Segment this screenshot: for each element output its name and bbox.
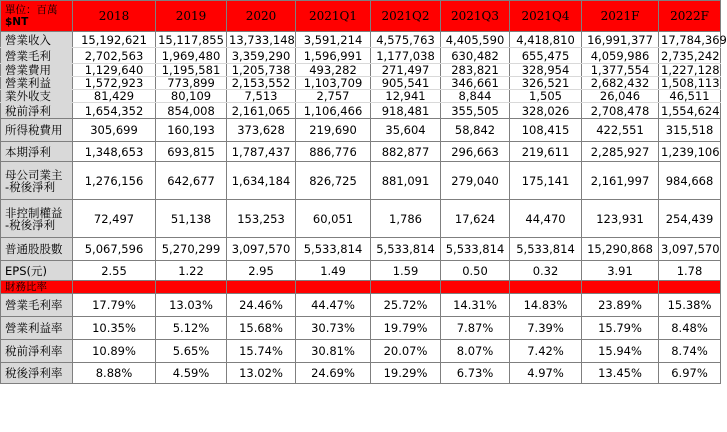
value-cell: 12,941 — [371, 90, 441, 103]
table-row — [1, 200, 721, 238]
value-cell: 5,533,814 — [510, 238, 582, 261]
value-cell: 1,239,106 — [659, 142, 721, 162]
value-cell: 1,276,156 — [73, 162, 156, 200]
value-cell: 24.46% — [227, 294, 296, 317]
value-cell: 8.07% — [441, 340, 510, 363]
value-cell: 15.68% — [227, 317, 296, 340]
row-label-text: 非控制權益 — [5, 205, 63, 220]
row-label — [1, 200, 73, 238]
value-cell: 15,117,855 — [156, 32, 227, 48]
value-cell: 153,253 — [227, 200, 296, 238]
value-cell: 773,899 — [156, 77, 227, 90]
value-cell: 24.69% — [296, 363, 371, 384]
value-cell: 6.73% — [441, 363, 510, 384]
header-row — [1, 1, 721, 32]
value-cell: 305,699 — [73, 119, 156, 142]
value-cell: 1,654,352 — [73, 103, 156, 119]
value-cell: 2,161,065 — [227, 103, 296, 119]
value-cell: 8.48% — [659, 317, 721, 340]
value-cell: 1,505 — [510, 90, 582, 103]
value-cell: 0.50 — [441, 261, 510, 281]
row-label-text: 營業毛利率 — [5, 298, 63, 312]
value-cell: 1.49 — [296, 261, 371, 281]
ratio-section-row — [1, 281, 721, 294]
section-filler — [156, 281, 227, 294]
value-cell: 2,735,242 — [659, 48, 721, 64]
value-cell: 7.87% — [441, 317, 510, 340]
value-cell: 19.29% — [371, 363, 441, 384]
value-cell: 854,008 — [156, 103, 227, 119]
table-row — [1, 90, 721, 103]
row-label-text: 稅前淨利 — [5, 103, 51, 118]
value-cell: 8,844 — [441, 90, 510, 103]
period-header: 2018 — [73, 1, 156, 32]
value-cell: 219,690 — [296, 119, 371, 142]
value-cell: 328,954 — [510, 64, 582, 77]
value-cell: 108,415 — [510, 119, 582, 142]
row-label-text: 普通股股數 — [5, 242, 63, 256]
value-cell: 2,682,432 — [582, 77, 659, 90]
value-cell: 1,572,923 — [73, 77, 156, 90]
value-cell: 46,511 — [659, 90, 721, 103]
table-row — [1, 162, 721, 200]
period-header: 2021Q2 — [371, 1, 441, 32]
value-cell: 219,611 — [510, 142, 582, 162]
value-cell: 8.88% — [73, 363, 156, 384]
value-cell: 2,708,478 — [582, 103, 659, 119]
table-row — [1, 238, 721, 261]
value-cell: 5.65% — [156, 340, 227, 363]
table-row — [1, 261, 721, 281]
row-label — [1, 142, 73, 162]
period-header: 2021Q1 — [296, 1, 371, 32]
value-cell: 15,192,621 — [73, 32, 156, 48]
value-cell: 283,821 — [441, 64, 510, 77]
value-cell: 14.31% — [441, 294, 510, 317]
value-cell: 1,205,738 — [227, 64, 296, 77]
ratio-section-title: 財務比率 — [1, 281, 73, 294]
value-cell: 14.83% — [510, 294, 582, 317]
value-cell: 1,787,437 — [227, 142, 296, 162]
period-header: 2021Q4 — [510, 1, 582, 32]
table-row — [1, 142, 721, 162]
row-label-text: 業外收支 — [5, 89, 51, 103]
section-filler — [296, 281, 371, 294]
row-label — [1, 32, 73, 48]
row-label-text: 本期淨利 — [5, 144, 51, 159]
value-cell: 15.38% — [659, 294, 721, 317]
value-cell: 5.12% — [156, 317, 227, 340]
section-filler — [227, 281, 296, 294]
value-cell: 254,439 — [659, 200, 721, 238]
value-cell: 642,677 — [156, 162, 227, 200]
value-cell: 826,725 — [296, 162, 371, 200]
value-cell: 2,153,552 — [227, 77, 296, 90]
value-cell: 44.47% — [296, 294, 371, 317]
row-label-text: 母公司業主 — [5, 167, 63, 182]
row-label — [1, 103, 73, 119]
value-cell: 1,596,991 — [296, 48, 371, 64]
value-cell: 7,513 — [227, 90, 296, 103]
value-cell: 1,554,624 — [659, 103, 721, 119]
value-cell: 16,991,377 — [582, 32, 659, 48]
value-cell: 51,138 — [156, 200, 227, 238]
value-cell: 13.03% — [156, 294, 227, 317]
value-cell: 881,091 — [371, 162, 441, 200]
table-row — [1, 77, 721, 90]
value-cell: 8.74% — [659, 340, 721, 363]
value-cell: 693,815 — [156, 142, 227, 162]
value-cell: 1,106,466 — [296, 103, 371, 119]
value-cell: 5,533,814 — [296, 238, 371, 261]
value-cell: 4,405,590 — [441, 32, 510, 48]
table-row — [1, 48, 721, 64]
row-label — [1, 261, 73, 281]
value-cell: 346,661 — [441, 77, 510, 90]
value-cell: 355,505 — [441, 103, 510, 119]
value-cell: 175,141 — [510, 162, 582, 200]
value-cell: 7.42% — [510, 340, 582, 363]
value-cell: 2,757 — [296, 90, 371, 103]
value-cell: 315,518 — [659, 119, 721, 142]
value-cell: 1,508,113 — [659, 77, 721, 90]
value-cell: 326,521 — [510, 77, 582, 90]
row-label — [1, 317, 73, 340]
value-cell: 1,634,184 — [227, 162, 296, 200]
row-label-text: 營業收入 — [5, 32, 51, 47]
value-cell: 60,051 — [296, 200, 371, 238]
currency-label: $NT — [5, 16, 29, 28]
value-cell: 6.97% — [659, 363, 721, 384]
value-cell: 630,482 — [441, 48, 510, 64]
value-cell: 1,195,581 — [156, 64, 227, 77]
table-row — [1, 64, 721, 77]
value-cell: 3,591,214 — [296, 32, 371, 48]
value-cell: 160,193 — [156, 119, 227, 142]
period-header: 2019 — [156, 1, 227, 32]
row-label-text: EPS(元) — [5, 263, 47, 278]
value-cell: 918,481 — [371, 103, 441, 119]
row-label — [1, 119, 73, 142]
table-row — [1, 363, 721, 384]
section-filler — [441, 281, 510, 294]
row-label-text: 營業費用 — [5, 63, 51, 77]
value-cell: 296,663 — [441, 142, 510, 162]
row-label-text: 所得稅費用 — [5, 123, 63, 137]
section-filler — [73, 281, 156, 294]
value-cell: 1.59 — [371, 261, 441, 281]
value-cell: 655,475 — [510, 48, 582, 64]
value-cell: 13.02% — [227, 363, 296, 384]
value-cell: 5,533,814 — [371, 238, 441, 261]
value-cell: 1,786 — [371, 200, 441, 238]
value-cell: 2.95 — [227, 261, 296, 281]
row-label-text: 營業毛利 — [5, 48, 51, 63]
value-cell: 19.79% — [371, 317, 441, 340]
row-label — [1, 294, 73, 317]
value-cell: 1,177,038 — [371, 48, 441, 64]
value-cell: 1,227,128 — [659, 64, 721, 77]
row-label-text: 營業利益率 — [5, 321, 63, 335]
row-label-text: 營業利益 — [5, 76, 51, 90]
value-cell: 886,776 — [296, 142, 371, 162]
section-filler — [582, 281, 659, 294]
value-cell: 373,628 — [227, 119, 296, 142]
value-cell: 15,290,868 — [582, 238, 659, 261]
value-cell: 20.07% — [371, 340, 441, 363]
value-cell: 1,129,640 — [73, 64, 156, 77]
value-cell: 1.22 — [156, 261, 227, 281]
value-cell: 328,026 — [510, 103, 582, 119]
value-cell: 1.78 — [659, 261, 721, 281]
value-cell: 13,733,148 — [227, 32, 296, 48]
unit-label: 單位：百萬 — [5, 4, 58, 16]
value-cell: 15.79% — [582, 317, 659, 340]
table-row — [1, 340, 721, 363]
section-filler — [510, 281, 582, 294]
value-cell: 422,551 — [582, 119, 659, 142]
value-cell: 17,624 — [441, 200, 510, 238]
value-cell: 5,270,299 — [156, 238, 227, 261]
table-row — [1, 32, 721, 48]
value-cell: 2,161,997 — [582, 162, 659, 200]
value-cell: 2.55 — [73, 261, 156, 281]
value-cell: 30.81% — [296, 340, 371, 363]
value-cell: 123,931 — [582, 200, 659, 238]
row-label — [1, 77, 73, 90]
value-cell: 0.32 — [510, 261, 582, 281]
unit-cell — [1, 1, 73, 32]
table-row — [1, 119, 721, 142]
row-label — [1, 238, 73, 261]
table-row — [1, 317, 721, 340]
value-cell: 4.59% — [156, 363, 227, 384]
value-cell: 4,059,986 — [582, 48, 659, 64]
period-header: 2022F — [659, 1, 721, 32]
value-cell: 15.94% — [582, 340, 659, 363]
period-header: 2021Q3 — [441, 1, 510, 32]
row-label-text: -稅後淨利 — [5, 217, 56, 232]
value-cell: 2,702,563 — [73, 48, 156, 64]
period-header: 2021F — [582, 1, 659, 32]
value-cell: 4.97% — [510, 363, 582, 384]
row-label-text: -稅後淨利 — [5, 179, 56, 194]
row-label — [1, 340, 73, 363]
value-cell: 23.89% — [582, 294, 659, 317]
value-cell: 5,533,814 — [441, 238, 510, 261]
value-cell: 30.73% — [296, 317, 371, 340]
value-cell: 13.45% — [582, 363, 659, 384]
row-label-text: 稅前淨利率 — [5, 344, 63, 358]
section-filler — [371, 281, 441, 294]
value-cell: 25.72% — [371, 294, 441, 317]
value-cell: 35,604 — [371, 119, 441, 142]
row-label — [1, 363, 73, 384]
value-cell: 4,418,810 — [510, 32, 582, 48]
value-cell: 271,497 — [371, 64, 441, 77]
value-cell: 80,109 — [156, 90, 227, 103]
value-cell: 10.35% — [73, 317, 156, 340]
value-cell: 4,575,763 — [371, 32, 441, 48]
value-cell: 72,497 — [73, 200, 156, 238]
value-cell: 1,348,653 — [73, 142, 156, 162]
value-cell: 10.89% — [73, 340, 156, 363]
value-cell: 3,097,570 — [227, 238, 296, 261]
value-cell: 3,359,290 — [227, 48, 296, 64]
value-cell: 3.91 — [582, 261, 659, 281]
table-row — [1, 294, 721, 317]
value-cell: 15.74% — [227, 340, 296, 363]
table-body — [1, 1, 727, 384]
value-cell: 2,285,927 — [582, 142, 659, 162]
section-filler — [659, 281, 721, 294]
value-cell: 81,429 — [73, 90, 156, 103]
value-cell: 493,282 — [296, 64, 371, 77]
value-cell: 3,097,570 — [659, 238, 721, 261]
value-cell: 984,668 — [659, 162, 721, 200]
value-cell: 1,377,554 — [582, 64, 659, 77]
row-label — [1, 162, 73, 200]
value-cell: 17.79% — [73, 294, 156, 317]
value-cell: 905,541 — [371, 77, 441, 90]
value-cell: 5,067,596 — [73, 238, 156, 261]
value-cell: 1,969,480 — [156, 48, 227, 64]
value-cell: 58,842 — [441, 119, 510, 142]
value-cell: 279,040 — [441, 162, 510, 200]
row-label — [1, 64, 73, 77]
value-cell: 7.39% — [510, 317, 582, 340]
table-row — [1, 103, 721, 119]
row-label — [1, 48, 73, 64]
value-cell: 26,046 — [582, 90, 659, 103]
value-cell: 1,103,709 — [296, 77, 371, 90]
value-cell: 882,877 — [371, 142, 441, 162]
row-label-text: 稅後淨利率 — [5, 366, 63, 380]
row-label — [1, 90, 73, 103]
period-header: 2020 — [227, 1, 296, 32]
value-cell: 17,784,369 — [659, 32, 721, 48]
value-cell: 44,470 — [510, 200, 582, 238]
